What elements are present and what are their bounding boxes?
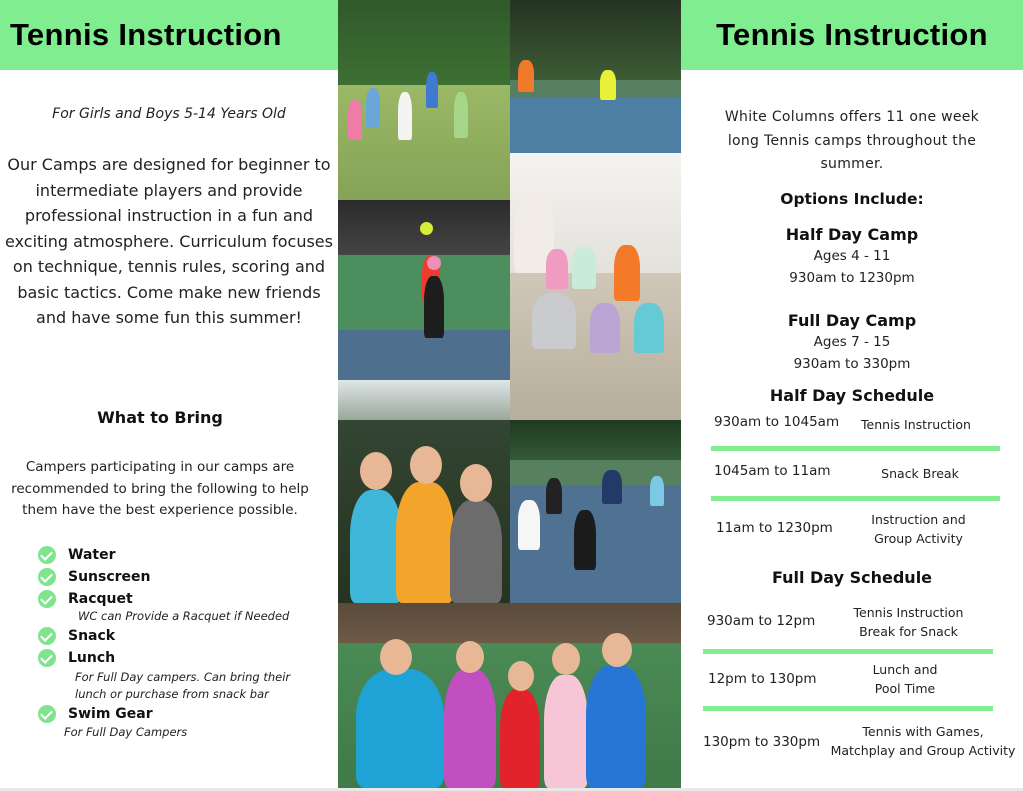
check-circle-icon bbox=[38, 568, 56, 586]
photo-girl-forehand bbox=[510, 0, 681, 153]
camp-ages: Ages 4 - 11 bbox=[813, 248, 891, 264]
photo-figure bbox=[544, 675, 588, 788]
camp-hours: 930am to 330pm bbox=[793, 355, 911, 372]
photo-figure-head bbox=[360, 452, 392, 490]
photo-figure-head bbox=[456, 641, 484, 673]
photo-tennis-ball bbox=[420, 222, 433, 235]
schedule-time: 930am to 12pm bbox=[707, 613, 816, 629]
schedule-activity-line: Lunch and bbox=[872, 662, 938, 677]
camp-hours: 930am to 1230pm bbox=[789, 269, 915, 286]
right-header-band bbox=[681, 0, 1023, 70]
schedule-divider bbox=[703, 649, 993, 654]
photo-collage bbox=[338, 0, 681, 788]
schedule-activity-line: Break for Snack bbox=[859, 624, 958, 639]
camp-name: Half Day Camp bbox=[785, 225, 919, 244]
left-header-band bbox=[0, 0, 338, 70]
check-circle-icon bbox=[38, 590, 56, 608]
camps-intro: White Columns offers 11 one week long Tennis camps throughout the summer. bbox=[724, 109, 980, 172]
checklist-label: Snack bbox=[68, 628, 116, 644]
bring-checklist bbox=[38, 544, 328, 741]
schedule-activity-line: Pool Time bbox=[874, 681, 936, 696]
schedule-activity-line: Matchplay and Group Activity bbox=[830, 743, 1016, 758]
photo-figure bbox=[366, 88, 380, 128]
photo-figure-head bbox=[602, 633, 632, 667]
photo-figure-head bbox=[508, 661, 534, 691]
photo-figure bbox=[396, 482, 454, 603]
full-day-camp-option bbox=[681, 310, 1023, 375]
photo-figure bbox=[398, 92, 412, 140]
photo-figure bbox=[450, 500, 502, 603]
schedule-time: 930am to 1045am bbox=[714, 414, 840, 430]
check-circle-icon bbox=[38, 627, 56, 645]
schedule-time: 12pm to 130pm bbox=[708, 671, 817, 687]
photo-figure-head bbox=[380, 639, 412, 675]
photo-sky bbox=[338, 380, 510, 420]
checklist-item-lunch bbox=[38, 647, 328, 669]
check-circle-icon bbox=[38, 705, 56, 723]
schedule-activity-line: Group Activity bbox=[874, 531, 963, 546]
half-day-camp-option bbox=[681, 224, 1023, 289]
photo-figure bbox=[350, 490, 402, 603]
photo-figure bbox=[454, 92, 468, 138]
checklist-item-racquet bbox=[38, 588, 328, 610]
photo-trees bbox=[510, 420, 681, 460]
photo-figure-head bbox=[410, 446, 442, 484]
photo-figure bbox=[424, 276, 444, 338]
photo-coach-with-kids bbox=[338, 380, 510, 603]
photo-figure bbox=[356, 669, 444, 788]
photo-figure-head bbox=[552, 643, 580, 675]
checklist-label: Racquet bbox=[68, 591, 133, 607]
photo-fence bbox=[338, 603, 681, 643]
schedule-divider bbox=[711, 446, 1000, 451]
what-to-bring-intro: Campers participating in our camps are recommended to bring the following to help them have the best experience possible. bbox=[11, 459, 309, 518]
photo-figure-head bbox=[427, 256, 441, 270]
photo-kids-playing-on-lawn bbox=[338, 0, 510, 200]
photo-figure bbox=[572, 247, 596, 289]
schedule-divider bbox=[703, 706, 993, 711]
photo-figure bbox=[444, 669, 496, 788]
camp-name: Full Day Camp bbox=[787, 311, 917, 330]
photo-figure-head bbox=[460, 464, 492, 502]
photo-fence bbox=[510, 0, 681, 80]
what-to-bring-heading: What to Bring bbox=[97, 408, 223, 427]
photo-figure bbox=[590, 303, 620, 353]
photo-figure bbox=[650, 476, 664, 506]
photo-figure bbox=[546, 478, 562, 514]
photo-grass bbox=[338, 85, 510, 200]
schedule-time: 130pm to 330pm bbox=[703, 734, 821, 750]
checklist-item-sunscreen bbox=[38, 566, 328, 588]
check-circle-icon bbox=[38, 649, 56, 667]
photo-figure bbox=[426, 72, 438, 108]
camp-description: Our Camps are designed for beginner to intermediate players and provide professional instruction in a fun and exciting atmosphere. Curriculum focuses on technique, tennis rules, scoring and basic tactics. Come make new friends and have some fun this summer! bbox=[5, 155, 333, 327]
options-heading: Options Include: bbox=[780, 190, 924, 208]
left-title: Tennis Instruction bbox=[10, 17, 282, 52]
photo-figure bbox=[518, 60, 534, 92]
photo-group-of-kids-indoors bbox=[510, 153, 681, 420]
photo-figure bbox=[614, 245, 640, 301]
schedule-activity: Snack Break bbox=[881, 466, 959, 481]
photo-figure bbox=[348, 100, 362, 140]
checklist-label: Swim Gear bbox=[68, 706, 153, 722]
photo-figure bbox=[546, 249, 568, 289]
checklist-note-lunch: For Full Day campers. Can bring their lunch or purchase from snack bar bbox=[75, 670, 291, 701]
schedule-activity-line: Tennis Instruction bbox=[853, 605, 964, 620]
checklist-item-water bbox=[38, 544, 328, 566]
checklist-note-racquet: WC can Provide a Racquet if Needed bbox=[78, 609, 290, 623]
photo-figure bbox=[574, 510, 596, 570]
half-day-schedule-heading: Half Day Schedule bbox=[769, 386, 935, 405]
photo-figure bbox=[600, 70, 616, 100]
photo-trees bbox=[338, 0, 510, 85]
schedule-divider bbox=[711, 496, 1000, 501]
right-title: Tennis Instruction bbox=[716, 17, 988, 52]
full-day-schedule-heading: Full Day Schedule bbox=[771, 568, 933, 587]
photo-figure bbox=[634, 303, 664, 353]
right-panel bbox=[681, 0, 1023, 788]
photo-girl-hitting-ball bbox=[338, 200, 510, 380]
schedule-activity-line: Instruction and bbox=[871, 512, 966, 527]
photo-coach-with-young-kids bbox=[338, 603, 681, 788]
age-tagline: For Girls and Boys 5-14 Years Old bbox=[52, 106, 286, 122]
photo-figure bbox=[500, 689, 540, 788]
checklist-label: Lunch bbox=[68, 650, 116, 666]
checklist-note-swim-gear: For Full Day Campers bbox=[64, 725, 188, 739]
photo-figure bbox=[602, 470, 622, 504]
checklist-item-swim-gear bbox=[38, 703, 328, 725]
photo-figure bbox=[586, 665, 646, 788]
photo-figure bbox=[532, 293, 576, 349]
checklist-item-snack bbox=[38, 625, 328, 647]
left-panel bbox=[0, 0, 338, 788]
schedule-time: 1045am to 11am bbox=[714, 463, 831, 479]
schedule-activity-line: Tennis with Games, bbox=[862, 724, 984, 739]
schedule-time: 11am to 1230pm bbox=[716, 520, 833, 536]
photo-coach-teaching-group bbox=[510, 420, 681, 603]
schedule-activity: Tennis Instruction bbox=[861, 417, 971, 432]
photo-court bbox=[510, 80, 681, 153]
camp-ages: Ages 7 - 15 bbox=[813, 334, 891, 350]
check-circle-icon bbox=[38, 546, 56, 564]
photo-figure bbox=[518, 500, 540, 550]
checklist-label: Sunscreen bbox=[68, 569, 151, 585]
checklist-label: Water bbox=[68, 547, 116, 563]
